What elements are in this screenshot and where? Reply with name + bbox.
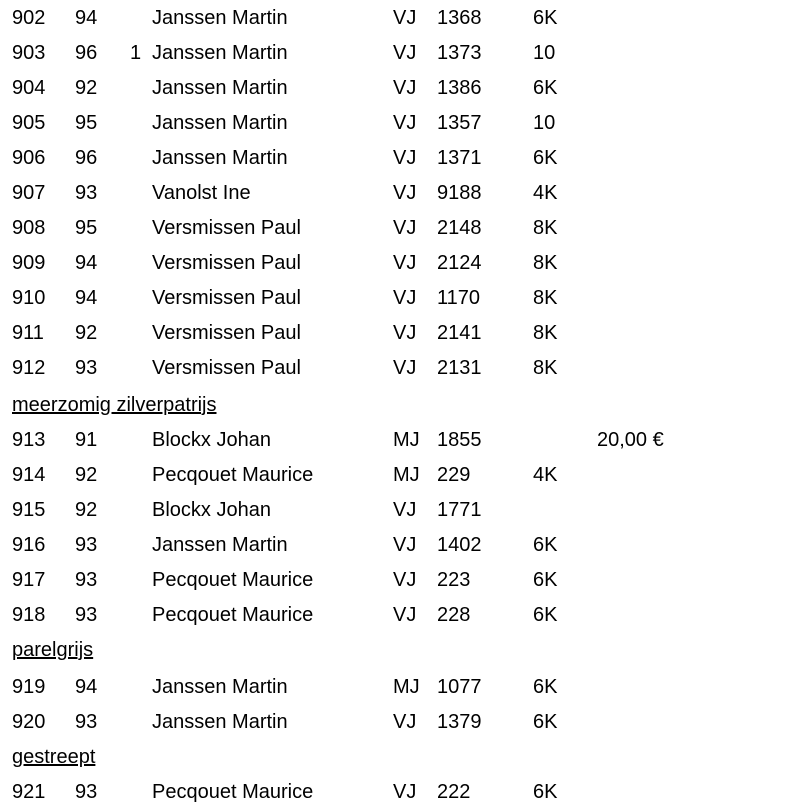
ring-number: 1373 [437,42,482,64]
sex-code: MJ [393,676,420,698]
birth-year: 92 [75,499,98,521]
birth-year: 94 [75,7,98,29]
entry-number: 920 [12,711,46,733]
ring-number: 229 [437,464,471,486]
category-code: 6K [533,7,558,29]
sex-code: VJ [393,77,417,99]
breeder-name: Janssen Martin [152,112,288,134]
breeder-name: Blockx Johan [152,499,271,521]
ring-number: 9188 [437,182,482,204]
birth-year: 92 [75,464,98,486]
birth-year: 94 [75,252,98,274]
category-code: 4K [533,182,558,204]
entry-number: 902 [12,7,46,29]
sex-code: VJ [393,217,417,239]
entry-number: 911 [12,322,44,344]
breeder-name: Versmissen Paul [152,287,301,309]
category-code: 8K [533,287,558,309]
sex-code: VJ [393,534,417,556]
breeder-name: Janssen Martin [152,7,288,29]
section-heading: gestreept [12,746,96,768]
ring-number: 1077 [437,676,482,698]
birth-year: 93 [75,182,98,204]
ring-number: 1771 [437,499,482,521]
breeder-name: Janssen Martin [152,534,288,556]
birth-year: 93 [75,604,98,626]
table-row [0,565,789,595]
birth-year: 93 [75,569,98,591]
birth-year: 93 [75,781,98,803]
ring-number: 222 [437,781,471,803]
sex-code: VJ [393,781,417,803]
breeder-name: Pecqouet Maurice [152,604,314,626]
ring-number: 1855 [437,429,482,451]
table-row [0,460,789,490]
breeder-name: Blockx Johan [152,429,271,451]
category-code: 6K [533,534,558,556]
category-code: 6K [533,569,558,591]
breeder-name: Pecqouet Maurice [152,464,314,486]
breeder-name: Vanolst Ine [152,182,251,204]
entry-number: 913 [12,429,46,451]
category-code: 10 [533,112,556,134]
ring-number: 1357 [437,112,482,134]
birth-year: 93 [75,534,98,556]
table-row [0,108,789,138]
category-code: 8K [533,252,558,274]
entry-number: 918 [12,604,46,626]
ring-number: 228 [437,604,471,626]
table-row [0,318,789,348]
birth-year: 95 [75,217,98,239]
category-code: 6K [533,604,558,626]
table-row [0,777,789,807]
entry-mark: 1 [130,42,142,64]
entry-number: 912 [12,357,46,379]
table-row [0,283,789,313]
birth-year: 92 [75,77,98,99]
entry-number: 916 [12,534,46,556]
category-code: 8K [533,322,558,344]
ring-number: 1368 [437,7,482,29]
birth-year: 93 [75,711,98,733]
table-row [0,248,789,278]
sex-code: VJ [393,569,417,591]
entry-number: 907 [12,182,46,204]
birth-year: 94 [75,676,98,698]
entry-number: 906 [12,147,46,169]
sex-code: VJ [393,112,417,134]
category-code: 6K [533,711,558,733]
table-row [0,530,789,560]
ring-number: 1371 [437,147,482,169]
sex-code: VJ [393,287,417,309]
entry-number: 905 [12,112,46,134]
breeder-name: Janssen Martin [152,42,288,64]
table-row [0,178,789,208]
birth-year: 91 [75,429,98,451]
birth-year: 92 [75,322,98,344]
entry-number: 917 [12,569,46,591]
ring-number: 1379 [437,711,482,733]
breeder-name: Versmissen Paul [152,357,301,379]
ring-number: 1386 [437,77,482,99]
price: 20,00 € [597,429,664,451]
ring-number: 223 [437,569,471,591]
category-code: 6K [533,147,558,169]
sex-code: VJ [393,357,417,379]
breeder-name: Pecqouet Maurice [152,781,314,803]
sex-code: VJ [393,604,417,626]
ring-number: 2141 [437,322,482,344]
sex-code: VJ [393,42,417,64]
birth-year: 94 [75,287,98,309]
breeder-name: Janssen Martin [152,147,288,169]
table-row [0,353,789,383]
birth-year: 95 [75,112,98,134]
table-row [0,143,789,173]
entry-number: 915 [12,499,46,521]
sex-code: VJ [393,182,417,204]
sex-code: VJ [393,147,417,169]
table-row [0,38,789,68]
breeder-name: Janssen Martin [152,676,288,698]
sex-code: MJ [393,429,420,451]
category-code: 6K [533,676,558,698]
category-code: 6K [533,77,558,99]
entry-number: 904 [12,77,46,99]
entry-number: 919 [12,676,46,698]
birth-year: 96 [75,147,98,169]
entry-number: 908 [12,217,46,239]
category-code: 6K [533,781,558,803]
entry-number: 903 [12,42,46,64]
entry-number: 921 [12,781,46,803]
breeder-name: Janssen Martin [152,711,288,733]
ring-number: 2148 [437,217,482,239]
table-row [0,707,789,737]
sex-code: VJ [393,252,417,274]
birth-year: 96 [75,42,98,64]
category-code: 4K [533,464,558,486]
sex-code: VJ [393,7,417,29]
table-row [0,73,789,103]
breeder-name: Pecqouet Maurice [152,569,314,591]
table-row [0,672,789,702]
breeder-name: Versmissen Paul [152,252,301,274]
category-code: 10 [533,42,556,64]
breeder-name: Janssen Martin [152,77,288,99]
entry-number: 910 [12,287,46,309]
breeder-name: Versmissen Paul [152,322,301,344]
table-row [0,495,789,525]
sex-code: VJ [393,711,417,733]
section-heading: meerzomig zilverpatrijs [12,394,217,416]
ring-number: 1170 [437,287,481,309]
table-row [0,213,789,243]
entry-number: 909 [12,252,46,274]
sex-code: VJ [393,322,417,344]
table-row [0,600,789,630]
category-code: 8K [533,357,558,379]
sex-code: VJ [393,499,417,521]
section-heading: parelgrijs [12,639,94,661]
breeder-name: Versmissen Paul [152,217,301,239]
sex-code: MJ [393,464,420,486]
table-row [0,3,789,33]
table-row [0,425,789,455]
birth-year: 93 [75,357,98,379]
entry-number: 914 [12,464,46,486]
ring-number: 2131 [437,357,482,379]
ring-number: 1402 [437,534,482,556]
ring-number: 2124 [437,252,482,274]
category-code: 8K [533,217,558,239]
